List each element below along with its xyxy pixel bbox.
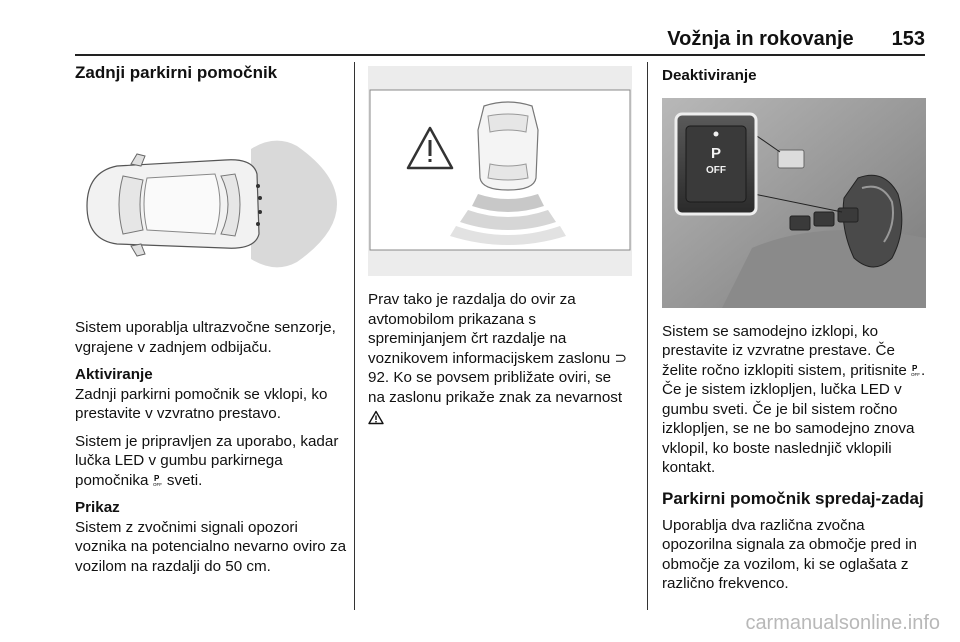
page-reference-icon: ⊃ bbox=[614, 349, 628, 367]
car-topview-illustration bbox=[75, 94, 339, 308]
hazard-warning-icon bbox=[368, 410, 384, 425]
section-title-front-rear: Parkirni pomočnik spredaj-zadaj bbox=[662, 488, 924, 508]
display-screen bbox=[368, 66, 632, 276]
column-1 bbox=[75, 62, 347, 610]
deactivation-text: Sistem se samodejno izklopi, ko prestavite iz vzvratne prestave. Če želite ročno izklopiti sistem, pritisnite bbox=[662, 322, 907, 379]
magnified-parking-button[interactable] bbox=[692, 146, 740, 186]
display-paragraph: Sistem z zvočnimi signali opozori voznika na potencialno nevarno oviro za vozilom na razdalji do 50 cm. bbox=[75, 518, 347, 575]
heading-aktiviranje: Aktiviranje bbox=[75, 366, 153, 383]
distance-display-illustration bbox=[368, 66, 632, 276]
distance-text: Prav tako je razdalja do ovir za avtomobilom prikazana s spreminjanjem črt razdalje na voznikovem informacijskem zaslonu bbox=[368, 291, 611, 367]
chapter-title: Vožnja in rokovanje bbox=[667, 28, 854, 50]
activation-paragraph: Zadnji parkirni pomočnik se vklopi, ko prestavite v vzvratno prestavo. bbox=[75, 385, 328, 422]
page-header bbox=[75, 28, 925, 56]
heading-prikaz: Prikaz bbox=[75, 499, 120, 516]
center-console-photo bbox=[662, 98, 926, 308]
column-2 bbox=[368, 62, 632, 610]
section-title: Zadnji parkirni pomočnik bbox=[75, 63, 278, 82]
deactivation-text-end: . Če je sistem izklopljen, lučka LED v gumbu sveti. Če je bil sistem ročno izklopljen, se ne bo samodejno znova vklopil, ko boste naslednjič vklopili kontakt. bbox=[662, 361, 926, 476]
page-reference[interactable]: 92 bbox=[368, 369, 385, 386]
deactivation-paragraph bbox=[662, 322, 926, 478]
ready-paragraph bbox=[75, 432, 347, 491]
console-button-illustration bbox=[662, 98, 926, 308]
parking-assist-off-icon bbox=[911, 363, 921, 377]
intro-paragraph: Sistem uporablja ultrazvočne senzorje, vgrajene v zadnjem odbijaču. bbox=[75, 319, 336, 356]
watermark: carmanualsonline.info bbox=[745, 612, 940, 634]
heading-deaktiviranje: Deaktiviranje bbox=[662, 67, 757, 84]
button-label-p: P bbox=[710, 144, 721, 162]
column-divider-1 bbox=[354, 62, 355, 610]
distance-text-end: . Ko se povsem približate oviri, se na zaslonu prikaže znak za nevarnost bbox=[368, 369, 623, 406]
distance-paragraph bbox=[368, 290, 632, 429]
front-rear-paragraph: Uporablja dva različna zvočna opozorilna signala za območje pred in območje za vozilom, ki se oglašata z različno frekvenco. bbox=[662, 516, 917, 592]
rear-sensor-illustration bbox=[75, 94, 339, 308]
ready-text-end: sveti. bbox=[166, 471, 203, 489]
column-3 bbox=[662, 62, 926, 610]
svg-text:P: P bbox=[153, 473, 160, 483]
button-label-off: OFF bbox=[706, 164, 726, 176]
column-divider-2 bbox=[647, 62, 648, 610]
svg-text:P: P bbox=[912, 363, 918, 373]
svg-text:OFF: OFF bbox=[152, 481, 162, 487]
svg-text:OFF: OFF bbox=[911, 371, 921, 377]
page-number: 153 bbox=[891, 28, 925, 50]
ready-text: Sistem je pripravljen za uporabo, kadar lučka LED v gumbu parkirnega pomočnika bbox=[75, 432, 339, 489]
parking-assist-icon bbox=[153, 473, 163, 487]
